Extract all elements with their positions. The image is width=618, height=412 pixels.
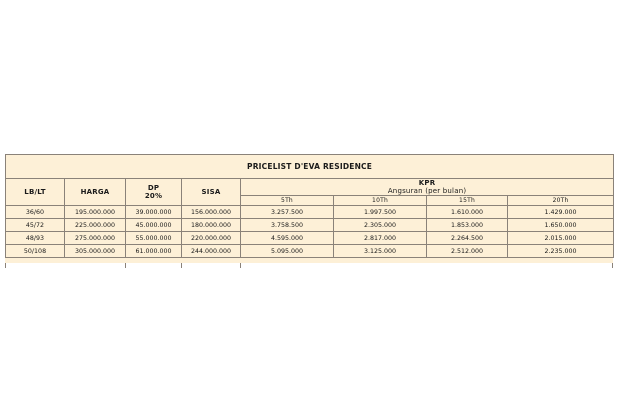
header-term-20: 20Th xyxy=(508,196,614,206)
table-row xyxy=(6,219,614,232)
cell-15th: 1.610.000 xyxy=(427,206,508,219)
cell-sisa: 180.000.000 xyxy=(182,219,241,232)
table-title: PRICELIST D'EVA RESIDENCE xyxy=(6,155,614,179)
header-kpr xyxy=(241,179,614,196)
cell-5th: 3.758.500 xyxy=(241,219,334,232)
cell-lb-lt: 45/72 xyxy=(6,219,65,232)
cell-dp: 45.000.000 xyxy=(126,219,182,232)
header-angsuran: Angsuran (per bulan) xyxy=(387,187,467,195)
header-term-5: 5Th xyxy=(241,196,334,206)
cell-lb-lt: 50/108 xyxy=(6,245,65,258)
header-term-10: 10Th xyxy=(334,196,427,206)
cell-10th: 2.817.000 xyxy=(334,232,427,245)
cell-harga: 275.000.000 xyxy=(65,232,126,245)
cell-lb-lt: 48/93 xyxy=(6,232,65,245)
cell-10th: 1.997.500 xyxy=(334,206,427,219)
cell-10th: 3.125.000 xyxy=(334,245,427,258)
cell-5th: 4.595.000 xyxy=(241,232,334,245)
cell-dp: 61.000.000 xyxy=(126,245,182,258)
header-kpr-label: KPR xyxy=(418,179,436,187)
cell-15th: 2.512.000 xyxy=(427,245,508,258)
header-dp-label: DP xyxy=(147,184,160,192)
cell-dp: 55.000.000 xyxy=(126,232,182,245)
header-harga: HARGA xyxy=(65,179,126,206)
table-row xyxy=(6,245,614,258)
cell-5th: 3.257.500 xyxy=(241,206,334,219)
table-bottom-edge xyxy=(5,263,613,268)
cell-sisa: 244.000.000 xyxy=(182,245,241,258)
cell-sisa: 220.000.000 xyxy=(182,232,241,245)
header-dp xyxy=(126,179,182,206)
cell-lb-lt: 36/60 xyxy=(6,206,65,219)
pricelist-table xyxy=(5,154,614,258)
cell-10th: 2.305.000 xyxy=(334,219,427,232)
cell-20th: 1.429.000 xyxy=(508,206,614,219)
cell-harga: 305.000.000 xyxy=(65,245,126,258)
header-lb-lt: LB/LT xyxy=(6,179,65,206)
cell-sisa: 156.000.000 xyxy=(182,206,241,219)
cell-harga: 225.000.000 xyxy=(65,219,126,232)
cell-20th: 2.235.000 xyxy=(508,245,614,258)
cell-15th: 2.264.500 xyxy=(427,232,508,245)
header-term-15: 15Th xyxy=(427,196,508,206)
cell-dp: 39.000.000 xyxy=(126,206,182,219)
header-sisa: SISA xyxy=(182,179,241,206)
cell-15th: 1.853.000 xyxy=(427,219,508,232)
cell-20th: 2.015.000 xyxy=(508,232,614,245)
cell-20th: 1.650.000 xyxy=(508,219,614,232)
table-row xyxy=(6,206,614,219)
header-dp-percent: 20% xyxy=(144,192,163,200)
cell-5th: 5.095.000 xyxy=(241,245,334,258)
cell-harga: 195.000.000 xyxy=(65,206,126,219)
table-row xyxy=(6,232,614,245)
